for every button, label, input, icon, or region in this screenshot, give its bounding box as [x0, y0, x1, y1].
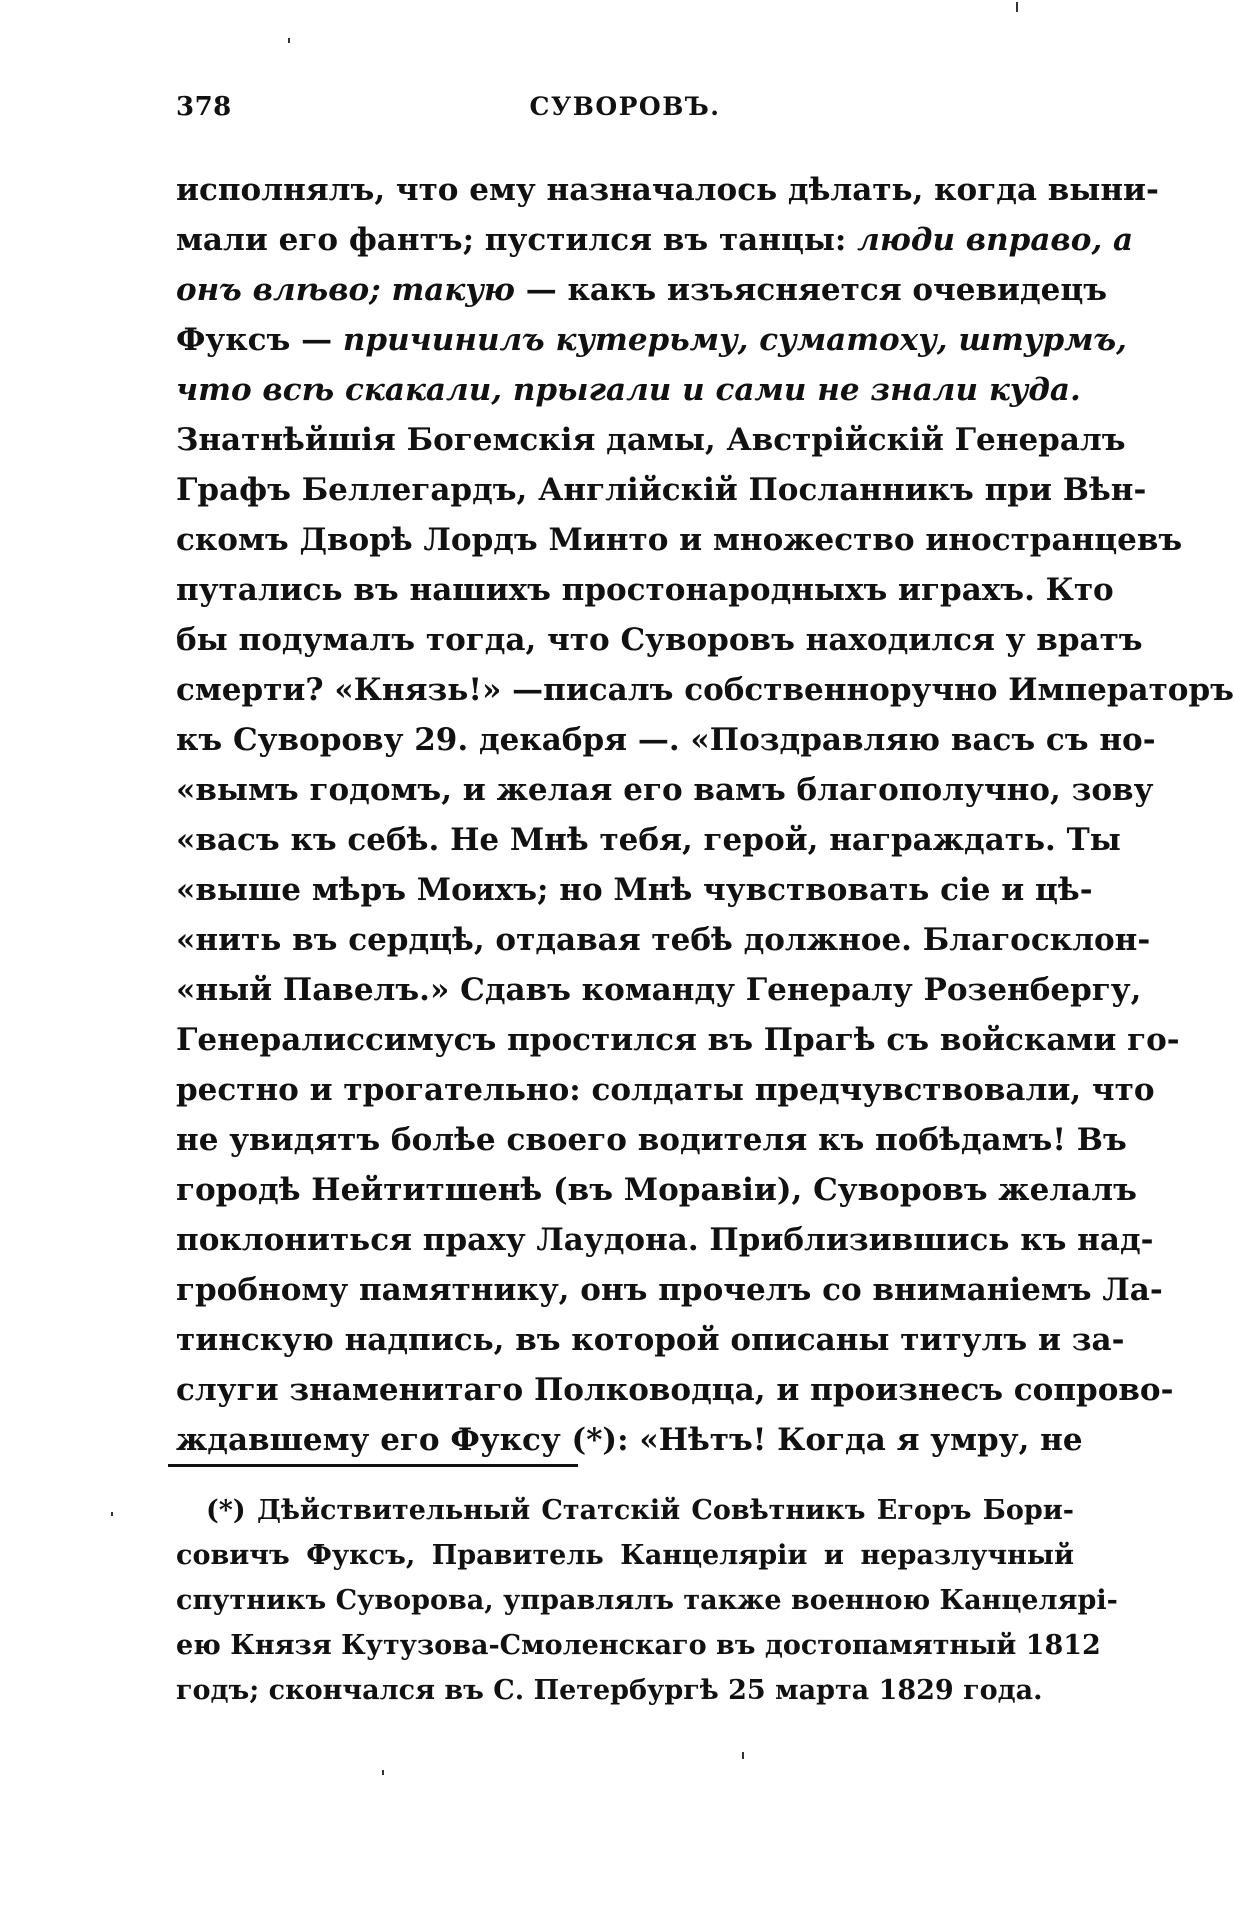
text-line [176, 915, 1151, 965]
text-segment: поклониться праху Лаудона. Приблизившись къ над- [176, 1222, 1154, 1258]
text-line [176, 1165, 1137, 1215]
text-line [176, 965, 1142, 1015]
page-number: 378 [176, 92, 232, 122]
text-line [176, 865, 1093, 915]
text-line [176, 1015, 1180, 1065]
scan-speck [742, 1752, 744, 1759]
text-segment: мали его фантъ; пустился въ танцы: [176, 222, 858, 258]
text-segment: «нить въ сердцѣ, отдавая тебѣ должное. Благосклон- [176, 922, 1151, 958]
italic-segment: причинилъ кутерьму, суматоху, штурмъ, [342, 322, 1127, 358]
text-line [176, 465, 1147, 515]
main-text [176, 165, 1234, 1465]
text-segment: — какъ изъясняется очевидецъ [514, 272, 1108, 308]
text-line [176, 715, 1156, 765]
text-segment: тинскую надпись, въ которой описаны титулъ и за- [176, 1322, 1125, 1358]
text-line [176, 1215, 1154, 1265]
text-segment: къ Суворову 29. декабря —. «Поздравляю васъ съ но- [176, 722, 1156, 758]
page-header [176, 92, 1074, 132]
text-line [176, 665, 1234, 715]
text-line [176, 565, 1114, 615]
text-line [176, 1115, 1127, 1165]
scan-speck [288, 38, 290, 43]
text-line [176, 615, 1143, 665]
text-segment: Генералиссимусъ простился въ Прагѣ съ войсками го- [176, 1022, 1180, 1058]
text-line [176, 315, 1127, 365]
text-segment: не увидятъ болѣе своего водителя къ побѣдамъ! Въ [176, 1122, 1127, 1158]
text-segment: бы подумалъ тогда, что Суворовъ находился у вратъ [176, 622, 1143, 658]
italic-segment: что всѣ скакали, прыгали и сами не знали куда. [176, 372, 1081, 408]
text-segment: гробному памятнику, онъ прочелъ со вниманіемъ Ла- [176, 1272, 1163, 1308]
text-segment: исполнялъ, что ему назначалось дѣлать, когда выни- [176, 172, 1159, 208]
text-line [176, 415, 1126, 465]
scan-speck [382, 1770, 384, 1775]
text-line [176, 1315, 1125, 1365]
text-line [176, 765, 1154, 815]
text-line [176, 365, 1081, 415]
scan-speck [1016, 2, 1018, 12]
text-segment: «вымъ годомъ, и желая его вамъ благополучно, зову [176, 772, 1154, 808]
footnote [176, 1488, 1118, 1713]
text-segment: слуги знаменитаго Полководца, и произнесъ сопрово- [176, 1372, 1174, 1408]
text-segment: Фуксъ — [176, 322, 343, 358]
footnote-line: годъ; скончался въ С. Петербургѣ 25 марта 1829 года. [176, 1675, 1043, 1706]
text-segment: «васъ къ себѣ. Не Мнѣ тебя, герой, награждать. Ты [176, 822, 1121, 858]
footnote-line: (*) Дѣйствительный Статскій Совѣтникъ Егоръ Бори- [206, 1495, 1074, 1526]
text-line [176, 215, 1134, 265]
text-segment: скомъ Дворѣ Лордъ Минто и множество иностранцевъ [176, 522, 1183, 558]
text-segment: Знатнѣйшія Богемскія дамы, Австрійскій Генералъ [176, 422, 1126, 458]
running-head: СУВОРОВЪ. [529, 92, 721, 121]
italic-segment: онъ влѣво; такую [176, 272, 515, 308]
text-line [176, 815, 1121, 865]
text-segment: «ный Павелъ.» Сдавъ команду Генералу Розенбергу, [176, 972, 1142, 1008]
text-line [176, 1065, 1155, 1115]
text-segment: «выше мѣръ Моихъ; но Мнѣ чувствовать сіе и цѣ- [176, 872, 1093, 908]
text-line [176, 1365, 1174, 1415]
text-line [176, 265, 1108, 315]
text-segment: путались въ нашихъ простонародныхъ играхъ. Кто [176, 572, 1114, 608]
text-line [176, 1265, 1163, 1315]
text-segment: городѣ Нейтитшенѣ (въ Моравіи), Суворовъ желалъ [176, 1172, 1137, 1208]
footnote-line: ею Князя Кутузова-Смоленскаго въ достопамятный 1812 [176, 1630, 1101, 1661]
text-line [176, 1415, 1083, 1465]
text-segment: смерти? «Князь!» —писалъ собственноручно Императоръ [176, 672, 1234, 708]
text-line [176, 515, 1183, 565]
footnote-rule [168, 1464, 578, 1467]
text-segment: ждавшему его Фуксу (*): «Нѣтъ! Когда я умру, не [176, 1422, 1083, 1458]
text-line [176, 165, 1159, 215]
footnote-line: спутникъ Суворова, управлялъ также военною Канцелярі- [176, 1585, 1118, 1616]
text-segment: рестно и трогательно: солдаты предчувствовали, что [176, 1072, 1155, 1108]
scan-speck [111, 1512, 113, 1516]
footnote-line: совичъ Фуксъ, Правитель Канцеляріи и неразлучный [176, 1540, 1074, 1571]
text-segment: Графъ Беллегардъ, Англійскій Посланникъ при Вѣн- [176, 472, 1147, 508]
italic-segment: люди вправо, а [857, 222, 1134, 258]
